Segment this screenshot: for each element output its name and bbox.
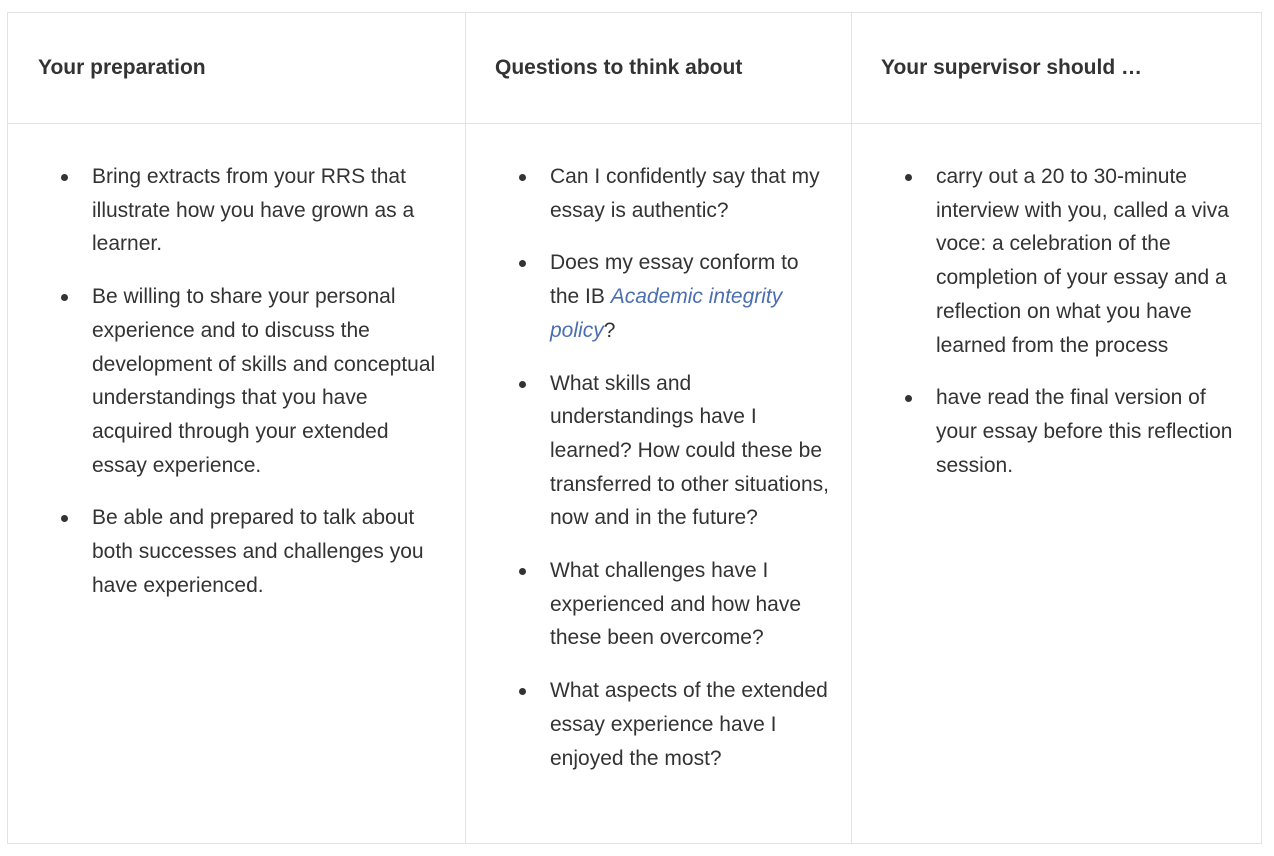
header-label: Your supervisor should … (881, 56, 1142, 79)
header-label: Questions to think about (495, 56, 743, 79)
list-item: carry out a 20 to 30-minute interview with you, called a viva voce: a celebration of the completion of your essay and a reflection on what you have learned from the process (936, 160, 1246, 362)
questions-column (466, 124, 852, 843)
preparation-column (8, 124, 466, 843)
header-questions (466, 13, 852, 124)
list-item: What aspects of the extended essay experience have I enjoyed the most? (550, 674, 830, 775)
questions-list (550, 160, 830, 775)
list-item: Be willing to share your personal experience and to discuss the development of skills and conceptual understandings that you have acquired through your extended essay experience. (92, 280, 442, 482)
list-item: What skills and understandings have I learned? How could these be transferred to other situations, now and in the future? (550, 367, 830, 536)
supervisor-list (936, 160, 1246, 482)
header-supervisor (852, 13, 1261, 124)
list-item: What challenges have I experienced and how have these been overcome? (550, 554, 830, 655)
question-text: Does my essay conform to the IB (550, 251, 799, 309)
academic-integrity-policy-link[interactable]: Academic integrity policy (550, 285, 783, 342)
preparation-list (92, 160, 442, 602)
list-item: Be able and prepared to talk about both successes and challenges you have experienced. (92, 501, 442, 602)
header-your-preparation (8, 13, 466, 124)
list-item: Can I confidently say that my essay is authentic? (550, 160, 830, 227)
header-label: Your preparation (38, 56, 206, 79)
list-item (550, 246, 830, 347)
question-text: ? (603, 318, 616, 342)
reflection-table (7, 12, 1262, 844)
list-item: Bring extracts from your RRS that illustrate how you have grown as a learner. (92, 160, 442, 261)
list-item: have read the final version of your essay before this reflection session. (936, 381, 1246, 482)
supervisor-column (852, 124, 1261, 843)
